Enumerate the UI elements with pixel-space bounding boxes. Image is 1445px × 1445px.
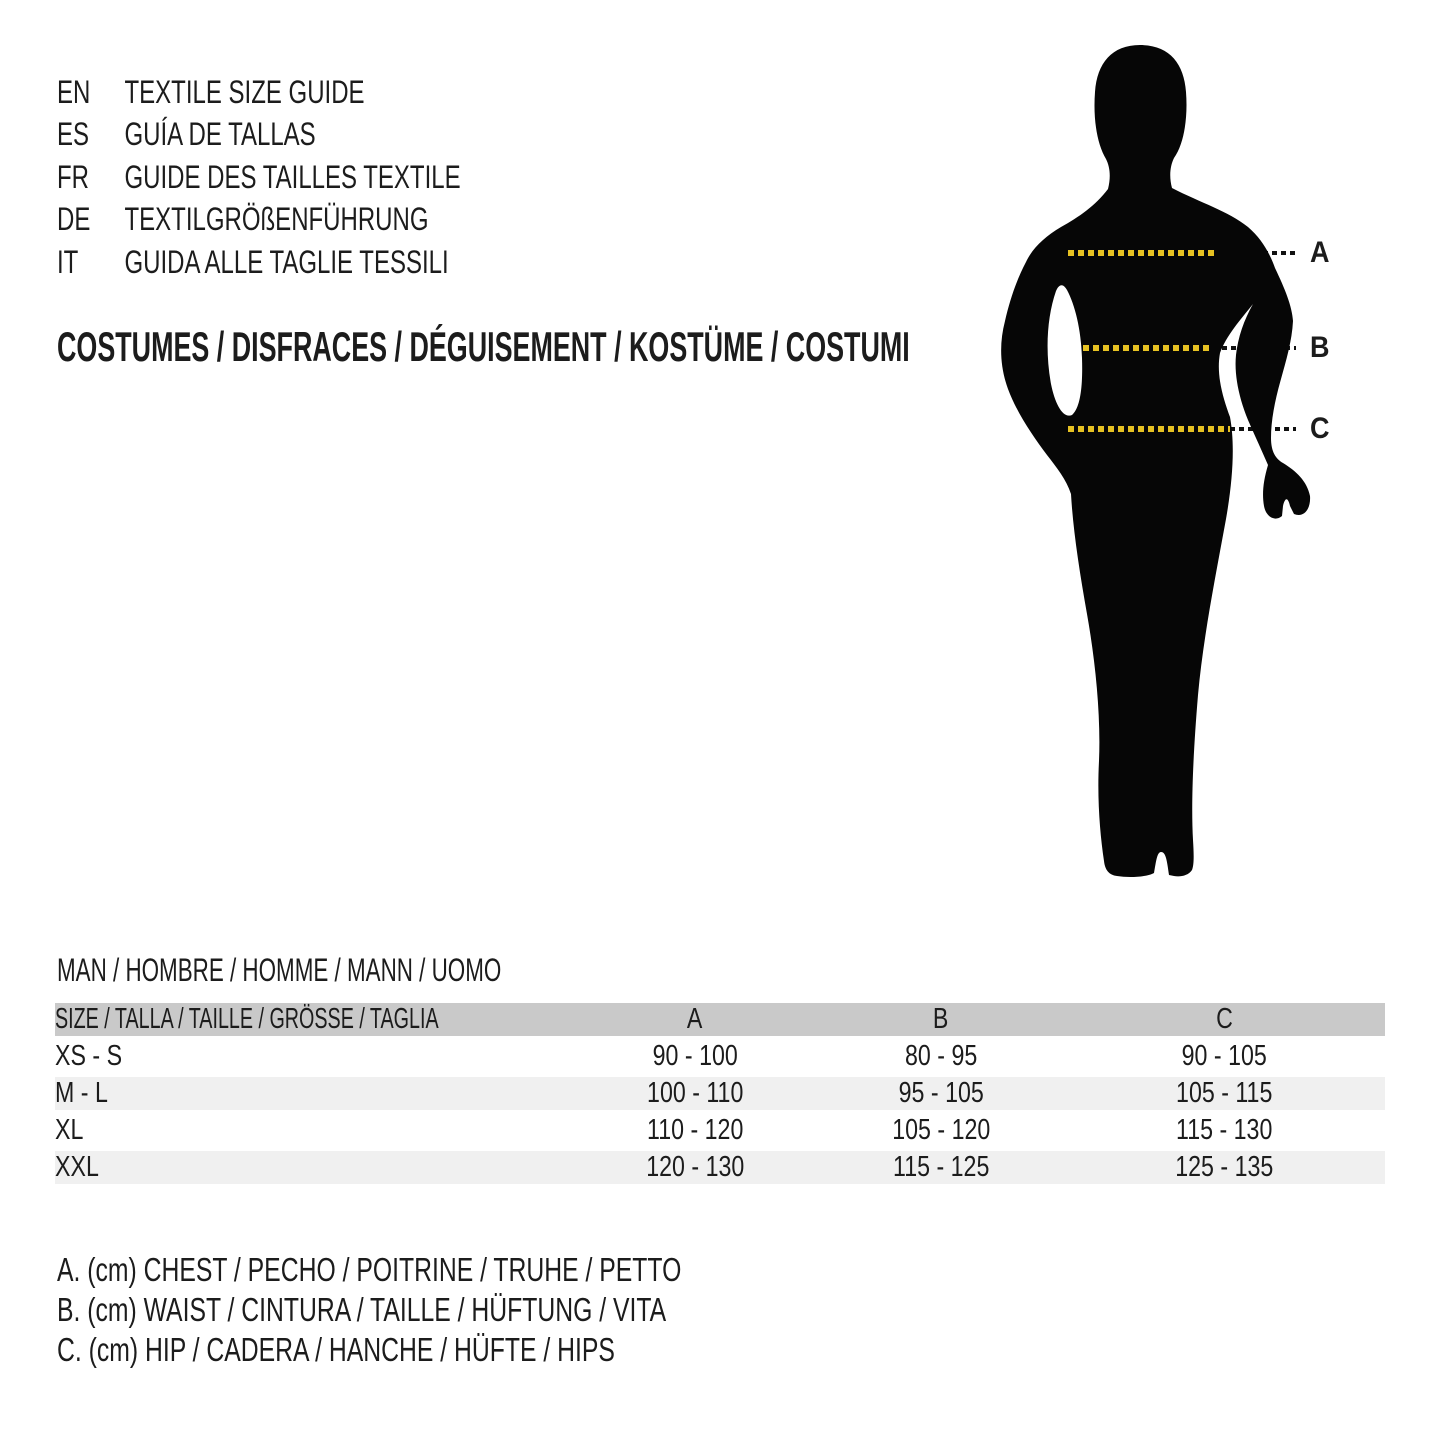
language-code: IT bbox=[57, 243, 79, 280]
legend-hip: C. (cm) HIP / CADERA / HANCHE / HÜFTE / HIPS bbox=[57, 1331, 615, 1368]
size-cell: XS - S bbox=[55, 1040, 572, 1077]
language-code: FR bbox=[57, 158, 89, 195]
value-cell-c: 90 - 105 bbox=[1064, 1040, 1385, 1077]
language-title: GUÍA DE TALLAS bbox=[124, 116, 316, 153]
value-cell-b: 95 - 105 bbox=[818, 1077, 1064, 1114]
table-row-xs-s bbox=[55, 1040, 1385, 1077]
size-cell: XXL bbox=[55, 1151, 572, 1188]
measure-label-b: B bbox=[1310, 331, 1330, 364]
measure-label-a: A bbox=[1310, 236, 1330, 269]
language-code: EN bbox=[57, 73, 91, 110]
legend-chest: A. (cm) CHEST / PECHO / POITRINE / TRUHE / PETTO bbox=[57, 1251, 682, 1288]
table-row-m-l bbox=[55, 1077, 1385, 1114]
size-table bbox=[55, 1003, 1385, 1188]
legend-waist: B. (cm) WAIST / CINTURA / TAILLE / HÜFTUNG / VITA bbox=[57, 1291, 667, 1328]
language-row-fr bbox=[57, 156, 461, 199]
language-row-en bbox=[57, 71, 461, 114]
value-cell-a: 100 - 110 bbox=[572, 1077, 818, 1114]
value-cell-b: 105 - 120 bbox=[818, 1114, 1064, 1151]
header-size: SIZE / TALLA / TAILLE / GRÖSSE / TAGLIA bbox=[55, 1003, 572, 1040]
language-code: ES bbox=[57, 116, 90, 153]
header-b: B bbox=[818, 1003, 1064, 1040]
value-cell-b: 115 - 125 bbox=[818, 1151, 1064, 1188]
language-code: DE bbox=[57, 201, 91, 238]
size-cell: XL bbox=[55, 1114, 572, 1151]
value-cell-a: 110 - 120 bbox=[572, 1114, 818, 1151]
value-cell-a: 120 - 130 bbox=[572, 1151, 818, 1188]
size-cell: M - L bbox=[55, 1077, 572, 1114]
value-cell-b: 80 - 95 bbox=[818, 1040, 1064, 1077]
measure-label-c: C bbox=[1310, 412, 1330, 445]
value-cell-a: 90 - 100 bbox=[572, 1040, 818, 1077]
header-c: C bbox=[1064, 1003, 1385, 1040]
value-cell-c: 125 - 135 bbox=[1064, 1151, 1385, 1188]
language-title: GUIDA ALLE TAGLIE TESSILI bbox=[124, 243, 449, 280]
man-silhouette bbox=[1001, 45, 1310, 877]
table-row-xxl bbox=[55, 1151, 1385, 1188]
man-silhouette-figure bbox=[985, 40, 1335, 885]
size-table-header-row bbox=[55, 1003, 1385, 1040]
language-title: TEXTILE SIZE GUIDE bbox=[124, 73, 365, 110]
value-cell-c: 105 - 115 bbox=[1064, 1077, 1385, 1114]
table-row-xl bbox=[55, 1114, 1385, 1151]
language-title: GUIDE DES TAILLES TEXTILE bbox=[124, 158, 461, 195]
section-heading-man: MAN / HOMBRE / HOMME / MANN / UOMO bbox=[57, 952, 502, 988]
measurement-legend bbox=[57, 1250, 889, 1370]
language-title-list bbox=[57, 71, 595, 284]
language-row-es bbox=[57, 114, 461, 157]
value-cell-c: 115 - 130 bbox=[1064, 1114, 1385, 1151]
header-a: A bbox=[572, 1003, 818, 1040]
language-row-de bbox=[57, 199, 461, 242]
language-row-it bbox=[57, 241, 461, 284]
category-heading: COSTUMES / DISFRACES / DÉGUISEMENT / KOSTÜME / COSTUMI bbox=[57, 323, 910, 370]
language-title: TEXTILGRÖßENFÜHRUNG bbox=[124, 201, 429, 238]
